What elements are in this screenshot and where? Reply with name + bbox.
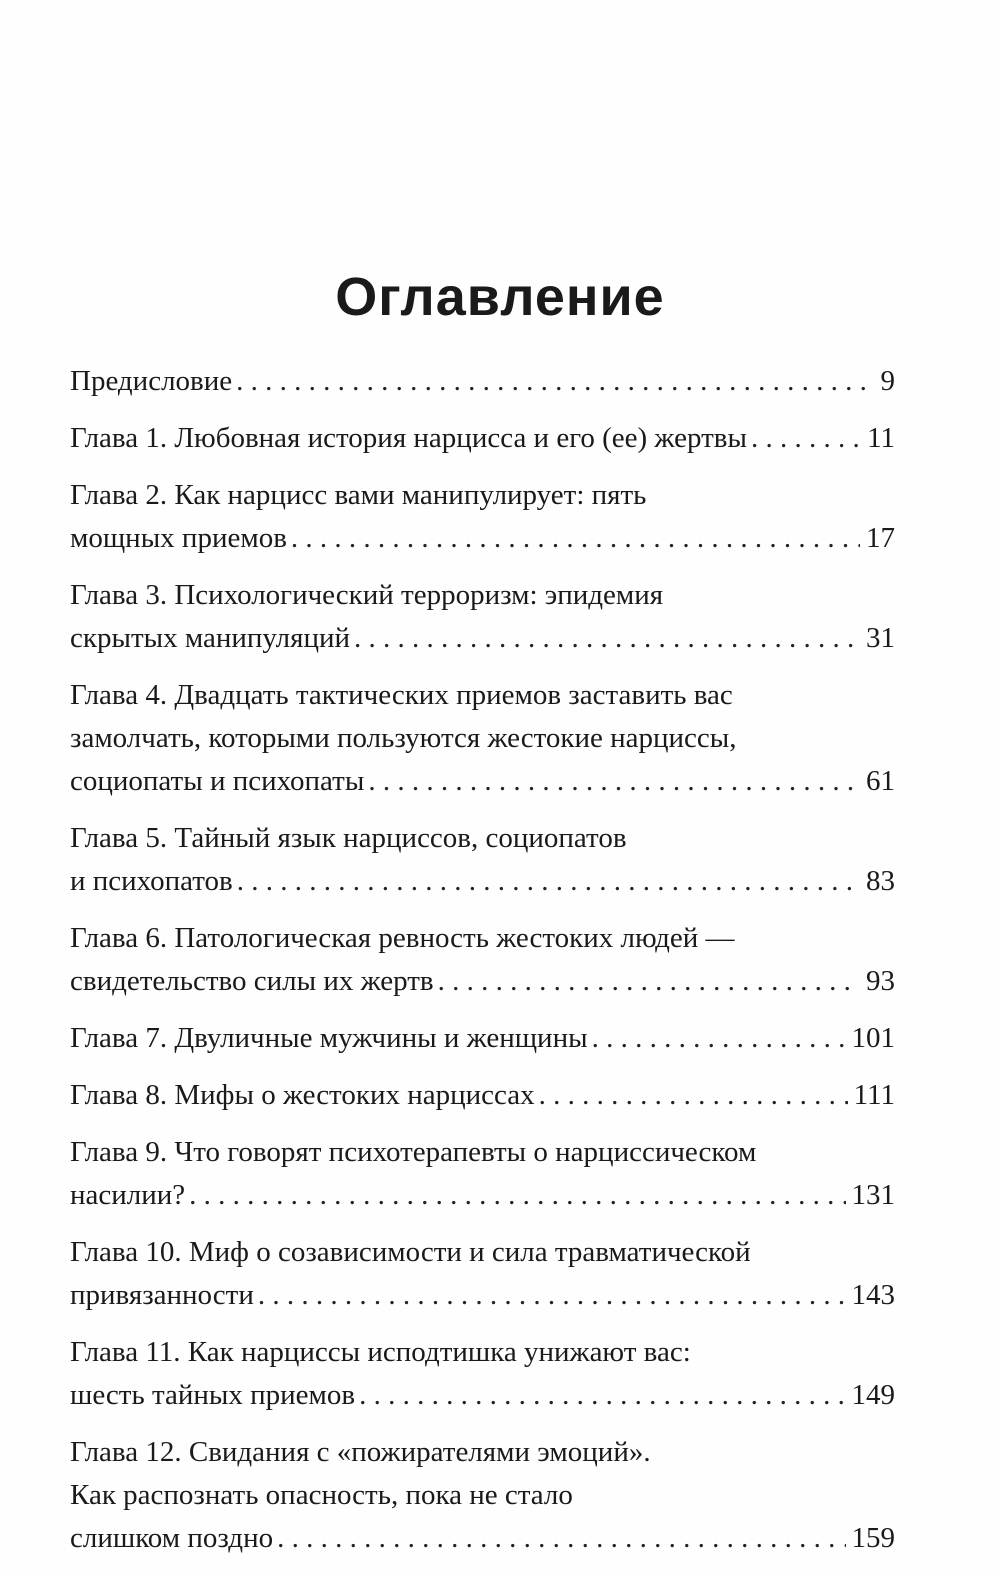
toc-entry-title: Глава 9. Что говорят психотерапевты о нарциссическом <box>70 1136 757 1168</box>
toc-page-number: 31 <box>866 622 895 654</box>
toc-entry-title-cont: насилии? <box>70 1179 186 1211</box>
toc-entry-chapter-8[interactable] <box>70 1074 895 1117</box>
toc-entry-title: Глава 7. Двуличные мужчины и женщины <box>70 1022 588 1054</box>
toc-entry-title-cont: привязанности <box>70 1279 254 1311</box>
toc-page-number: 9 <box>880 365 895 397</box>
toc-entry-chapter-10[interactable] <box>70 1231 895 1317</box>
dot-leader <box>258 1274 846 1317</box>
toc-page-number: 93 <box>866 965 895 997</box>
toc-entry-title: Глава 2. Как нарцисс вами манипулирует: пять <box>70 479 647 511</box>
toc-entry-preface[interactable] <box>70 360 895 403</box>
toc-entry-title: Глава 6. Патологическая ревность жестоких людей — <box>70 922 735 954</box>
dot-leader <box>237 860 860 903</box>
dot-leader <box>359 1374 845 1417</box>
toc-entry-title-cont: свидетельство силы их жертв <box>70 965 434 997</box>
dot-leader <box>438 960 860 1003</box>
page-title: Оглавление <box>335 267 665 327</box>
toc-entry-title-cont: слишком поздно <box>70 1522 274 1554</box>
toc-page-number: 11 <box>867 422 895 454</box>
toc-entry-title: Предисловие <box>70 365 233 397</box>
toc-page-number: 61 <box>866 765 895 797</box>
toc-entry-title-cont: мощных приемов <box>70 522 287 554</box>
toc-page-number: 159 <box>851 1522 895 1554</box>
toc-entry-title: Глава 1. Любовная история нарцисса и его (ее) жертвы <box>70 422 747 454</box>
dot-leader <box>277 1517 845 1560</box>
toc-entry-title-cont: социопаты и психопаты <box>70 765 365 797</box>
dot-leader <box>236 360 874 403</box>
dot-leader <box>539 1074 848 1117</box>
toc-entry-title-cont: шесть тайных приемов <box>70 1379 356 1411</box>
toc-entry-title-cont: и психопатов <box>70 865 233 897</box>
toc-entry-title: Глава 12. Свидания с «пожирателями эмоций». <box>70 1436 651 1468</box>
toc-page-number: 111 <box>853 1079 895 1111</box>
table-of-contents <box>70 360 895 1574</box>
toc-entry-title-cont: Как распознать опасность, пока не стало <box>70 1479 573 1511</box>
toc-page-number: 101 <box>851 1022 895 1054</box>
toc-entry-chapter-7[interactable] <box>70 1017 895 1060</box>
toc-page-number: 149 <box>851 1379 895 1411</box>
toc-entry-chapter-9[interactable] <box>70 1131 895 1217</box>
toc-page-number: 131 <box>851 1179 895 1211</box>
toc-entry-title: Глава 10. Миф о созависимости и сила травматической <box>70 1236 751 1268</box>
toc-page-number: 17 <box>866 522 895 554</box>
toc-entry-chapter-4[interactable] <box>70 674 895 803</box>
toc-entry-chapter-1[interactable] <box>70 417 895 460</box>
toc-entry-title-cont: скрытых манипуляций <box>70 622 351 654</box>
toc-entry-chapter-3[interactable] <box>70 574 895 660</box>
toc-entry-chapter-5[interactable] <box>70 817 895 903</box>
dot-leader <box>354 617 860 660</box>
toc-entry-chapter-11[interactable] <box>70 1331 895 1417</box>
toc-page-number: 83 <box>866 865 895 897</box>
dot-leader <box>368 760 860 803</box>
toc-entry-title: Глава 3. Психологический терроризм: эпидемия <box>70 579 664 611</box>
toc-entry-title-cont: замолчать, которыми пользуются жестокие нарциссы, <box>70 722 737 754</box>
dot-leader <box>751 417 861 460</box>
toc-entry-title: Глава 5. Тайный язык нарциссов, социопатов <box>70 822 627 854</box>
toc-entry-title: Глава 8. Мифы о жестоких нарциссах <box>70 1079 535 1111</box>
dot-leader <box>189 1174 845 1217</box>
dot-leader <box>592 1017 846 1060</box>
toc-entry-chapter-12[interactable] <box>70 1431 895 1560</box>
toc-entry-chapter-6[interactable] <box>70 917 895 1003</box>
toc-entry-title: Глава 11. Как нарциссы исподтишка унижают вас: <box>70 1336 691 1368</box>
toc-page-number: 143 <box>851 1279 895 1311</box>
dot-leader <box>291 517 860 560</box>
toc-entry-title: Глава 4. Двадцать тактических приемов заставить вас <box>70 679 733 711</box>
toc-entry-chapter-2[interactable] <box>70 474 895 560</box>
